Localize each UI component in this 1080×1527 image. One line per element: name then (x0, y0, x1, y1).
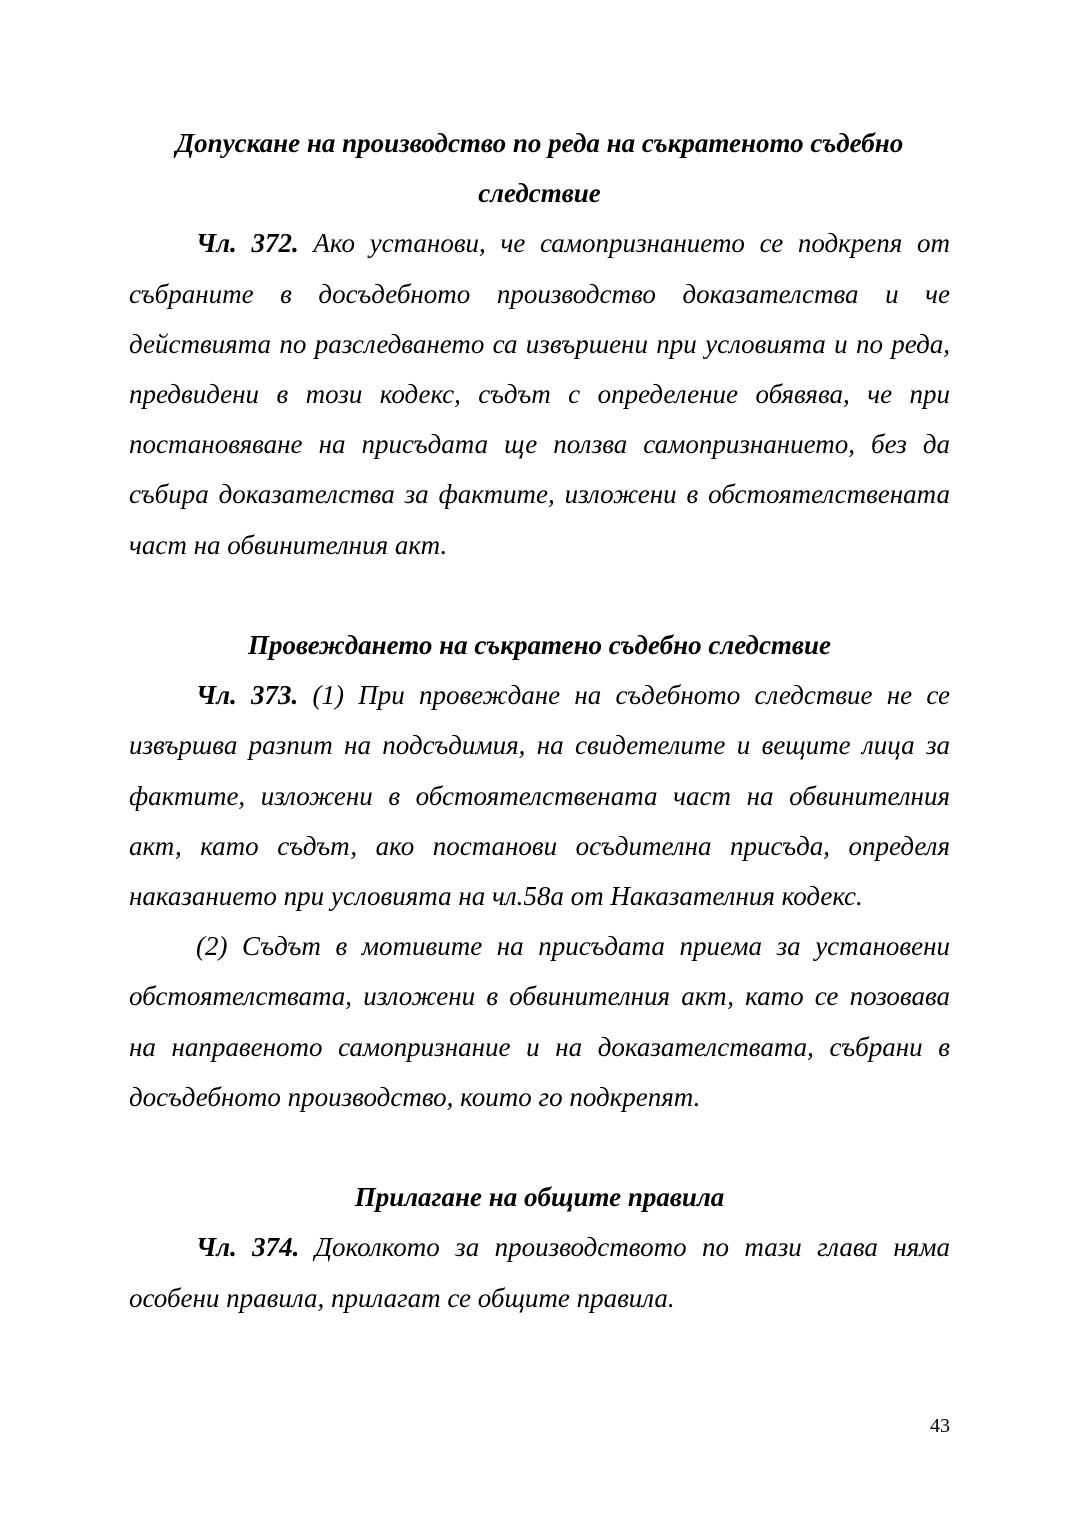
article-373-paragraph-1 (129, 670, 950, 921)
article-number: Чл. 373. (196, 680, 299, 711)
article-372-paragraph (129, 218, 950, 569)
article-text: Ако установи, че самопризнанието се подкрепя от събраните в досъдебното производство доказателства и че действията по разследването са извършени при условията и по реда, предвидени в този кодекс, съдът с определение обявява, че при постановяване на присъдата ще ползва самопризнанието, без да събира доказателства за фактите, изложени в обстоятелствената част на обвинителния акт. (129, 228, 950, 560)
article-number: Чл. 372. (196, 228, 299, 259)
document-body (129, 118, 950, 1323)
section-heading-conduct: Провеждането на съкратено съдебно следствие (248, 630, 831, 661)
section-heading-admission: Допускане на производство по реда на съкратеното съдебно следствие (175, 128, 904, 209)
article-text: (2) Съдът в мотивите на присъдата приема за установени обстоятелствата, изложени в обвинителния акт, като се позовава на направеното самопризнание и на доказателствата, събрани в досъдебното производство, които го подкрепят. (129, 931, 950, 1112)
section-heading-general-rules: Прилагане на общите правила (354, 1182, 725, 1213)
article-text: (1) При провеждане на съдебното следствие не се извършва разпит на подсъдимия, на свидетелите и вещите лица за фактите, изложени в обстоятелствената част на обвинителния акт, като съдът, ако постанови осъдителна присъда, определя наказанието при условията на чл.58а от Наказателния кодекс. (129, 680, 950, 912)
page-number: 43 (930, 1415, 950, 1437)
article-number: Чл. 374. (196, 1232, 300, 1263)
section-spacer (129, 570, 950, 620)
section-spacer (129, 1122, 950, 1172)
article-374-paragraph (129, 1222, 950, 1322)
article-text: Доколкото за производството по тази глава няма особени правила, прилагат се общите правила. (129, 1232, 950, 1313)
article-373-paragraph-2 (129, 921, 950, 1122)
